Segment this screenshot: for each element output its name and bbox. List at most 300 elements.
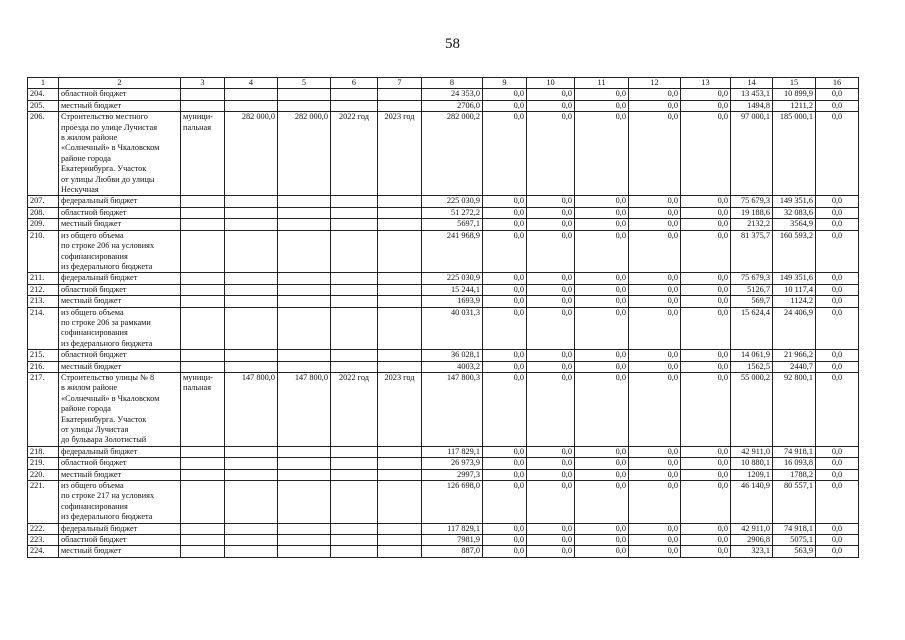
cell-c9: 0,0	[483, 307, 527, 350]
cell-c12: 0,0	[629, 546, 681, 557]
description-line: федеральный бюджет	[61, 523, 138, 533]
cell-c9: 0,0	[483, 284, 527, 295]
cell-c8: 15 244,1	[422, 284, 483, 295]
cell-c6	[331, 446, 378, 457]
table-row	[28, 446, 859, 457]
row-number: 216.	[28, 361, 59, 372]
description-line: от улицы Лучистая	[61, 425, 129, 434]
cell-c15: 21 966,2	[773, 350, 816, 361]
cell-c12: 0,0	[629, 361, 681, 372]
cell-c16: 0,0	[816, 361, 859, 372]
table-row	[28, 112, 859, 196]
cell-c7	[378, 207, 422, 218]
description-line: областной бюджет	[61, 207, 127, 217]
cell-c13: 0,0	[681, 230, 731, 273]
cell-c6	[331, 284, 378, 295]
row-number: 213.	[28, 296, 59, 307]
cell-c9: 0,0	[483, 273, 527, 284]
row-number: 220.	[28, 469, 59, 480]
row-description	[59, 207, 181, 218]
cell-c6	[331, 458, 378, 469]
row-description	[59, 196, 181, 207]
cell-c8: 241 968,9	[422, 230, 483, 273]
description-line: из общего объема	[61, 307, 124, 317]
cell-c6: 2022 год	[331, 112, 378, 196]
cell-c8: 225 030,9	[422, 196, 483, 207]
cell-c16: 0,0	[816, 89, 859, 100]
description-line: «Солнечный» в Чкаловском	[61, 393, 160, 403]
description-line: местный бюджет	[61, 469, 122, 479]
cell-c9: 0,0	[483, 196, 527, 207]
cell-c4	[225, 230, 278, 273]
ownership-type	[181, 112, 225, 196]
table-row	[28, 535, 859, 546]
cell-c9: 0,0	[483, 535, 527, 546]
cell-c7	[378, 230, 422, 273]
cell-c10: 0,0	[527, 112, 575, 196]
description-line: местный бюджет	[61, 546, 122, 556]
description-line: из общего объема	[61, 481, 124, 491]
cell-c15: 80 557,1	[773, 481, 816, 524]
description-line: по строке 206 на условиях	[61, 241, 155, 251]
cell-c11: 0,0	[575, 372, 629, 446]
description-line: из федерального бюджета	[61, 338, 153, 348]
cell-c14: 1494,8	[731, 100, 773, 111]
row-number: 205.	[28, 100, 59, 111]
ownership-type	[181, 284, 225, 295]
cell-c5	[278, 100, 331, 111]
cell-c12: 0,0	[629, 372, 681, 446]
cell-c13: 0,0	[681, 458, 731, 469]
ownership-type	[181, 481, 225, 524]
cell-c14: 97 000,1	[731, 112, 773, 196]
cell-c11: 0,0	[575, 458, 629, 469]
cell-c16: 0,0	[816, 196, 859, 207]
table-row	[28, 546, 859, 557]
row-number: 215.	[28, 350, 59, 361]
row-number: 210.	[28, 230, 59, 273]
cell-c15: 149 351,6	[773, 196, 816, 207]
ownership-type	[181, 230, 225, 273]
cell-c15: 185 000,1	[773, 112, 816, 196]
cell-c5	[278, 458, 331, 469]
row-description	[59, 372, 181, 446]
cell-c8: 2997,3	[422, 469, 483, 480]
cell-c8: 282 000,2	[422, 112, 483, 196]
cell-c8: 7981,9	[422, 535, 483, 546]
description-line: по строке 206 за рамками	[61, 317, 151, 327]
cell-c15: 10 899,9	[773, 89, 816, 100]
cell-c10: 0,0	[527, 361, 575, 372]
cell-c4	[225, 284, 278, 295]
cell-c7	[378, 458, 422, 469]
cell-c8: 126 698,0	[422, 481, 483, 524]
cell-c7	[378, 196, 422, 207]
cell-c10: 0,0	[527, 523, 575, 534]
cell-c13: 0,0	[681, 307, 731, 350]
cell-c15: 160 593,2	[773, 230, 816, 273]
cell-c10: 0,0	[527, 350, 575, 361]
column-header: 6	[331, 78, 378, 89]
cell-c14: 1209,1	[731, 469, 773, 480]
cell-c7	[378, 361, 422, 372]
cell-c12: 0,0	[629, 481, 681, 524]
cell-c16: 0,0	[816, 446, 859, 457]
cell-c4	[225, 446, 278, 457]
cell-c7	[378, 523, 422, 534]
description-line: местный бюджет	[61, 219, 122, 229]
row-number: 212.	[28, 284, 59, 295]
description-line: областной бюджет	[61, 284, 127, 294]
row-description	[59, 284, 181, 295]
cell-c12: 0,0	[629, 219, 681, 230]
cell-c13: 0,0	[681, 372, 731, 446]
cell-c7	[378, 307, 422, 350]
cell-c14: 2906,8	[731, 535, 773, 546]
cell-c11: 0,0	[575, 284, 629, 295]
cell-c9: 0,0	[483, 361, 527, 372]
description-line: областной бюджет	[61, 89, 127, 99]
cell-c4	[225, 89, 278, 100]
row-description	[59, 469, 181, 480]
cell-c14: 15 624,4	[731, 307, 773, 350]
row-description	[59, 296, 181, 307]
cell-c5	[278, 230, 331, 273]
cell-c9: 0,0	[483, 112, 527, 196]
row-description	[59, 481, 181, 524]
cell-c11: 0,0	[575, 112, 629, 196]
cell-c6	[331, 350, 378, 361]
cell-c11: 0,0	[575, 100, 629, 111]
cell-c7	[378, 219, 422, 230]
cell-c6	[331, 230, 378, 273]
cell-c8: 147 800,3	[422, 372, 483, 446]
cell-c9: 0,0	[483, 446, 527, 457]
cell-c14: 42 911,0	[731, 446, 773, 457]
row-number: 219.	[28, 458, 59, 469]
cell-c13: 0,0	[681, 207, 731, 218]
cell-c4	[225, 481, 278, 524]
cell-c12: 0,0	[629, 307, 681, 350]
cell-c16: 0,0	[816, 230, 859, 273]
row-number: 206.	[28, 112, 59, 196]
ownership-type	[181, 372, 225, 446]
table-row	[28, 219, 859, 230]
cell-c12: 0,0	[629, 273, 681, 284]
cell-c7	[378, 481, 422, 524]
cell-c16: 0,0	[816, 112, 859, 196]
cell-c8: 4003,2	[422, 361, 483, 372]
cell-c13: 0,0	[681, 100, 731, 111]
column-header: 10	[527, 78, 575, 89]
cell-c12: 0,0	[629, 207, 681, 218]
cell-c11: 0,0	[575, 523, 629, 534]
cell-c12: 0,0	[629, 350, 681, 361]
cell-c8: 117 829,1	[422, 446, 483, 457]
cell-c8: 1693,9	[422, 296, 483, 307]
cell-c16: 0,0	[816, 372, 859, 446]
cell-c9: 0,0	[483, 350, 527, 361]
cell-c14: 1562,5	[731, 361, 773, 372]
column-header: 16	[816, 78, 859, 89]
ownership-line: пальная	[183, 122, 212, 132]
cell-c7	[378, 535, 422, 546]
cell-c16: 0,0	[816, 523, 859, 534]
cell-c7: 2023 год	[378, 372, 422, 446]
cell-c16: 0,0	[816, 481, 859, 524]
description-line: Екатеринбурга. Участок	[61, 164, 147, 174]
cell-c4: 147 800,0	[225, 372, 278, 446]
table-row	[28, 361, 859, 372]
cell-c7	[378, 296, 422, 307]
row-description	[59, 230, 181, 273]
table-row	[28, 372, 859, 446]
description-line: местный бюджет	[61, 100, 122, 110]
ownership-type	[181, 296, 225, 307]
cell-c10: 0,0	[527, 196, 575, 207]
cell-c15: 3564,9	[773, 219, 816, 230]
table-row	[28, 481, 859, 524]
cell-c8: 40 031,3	[422, 307, 483, 350]
cell-c7	[378, 273, 422, 284]
table-row	[28, 100, 859, 111]
row-number: 223.	[28, 535, 59, 546]
cell-c10: 0,0	[527, 307, 575, 350]
cell-c6	[331, 481, 378, 524]
cell-c16: 0,0	[816, 100, 859, 111]
cell-c6	[331, 89, 378, 100]
description-line: софинансирования	[61, 501, 128, 511]
description-line: Екатеринбурга. Участок	[61, 414, 147, 424]
cell-c4	[225, 100, 278, 111]
cell-c4	[225, 469, 278, 480]
cell-c13: 0,0	[681, 284, 731, 295]
description-line: софинансирования	[61, 328, 128, 338]
cell-c15: 149 351,6	[773, 273, 816, 284]
description-line: из федерального бюджета	[61, 261, 153, 271]
cell-c15: 92 800,1	[773, 372, 816, 446]
cell-c12: 0,0	[629, 446, 681, 457]
ownership-type	[181, 89, 225, 100]
column-header: 11	[575, 78, 629, 89]
cell-c10: 0,0	[527, 100, 575, 111]
column-header: 4	[225, 78, 278, 89]
cell-c12: 0,0	[629, 230, 681, 273]
cell-c9: 0,0	[483, 481, 527, 524]
cell-c5: 282 000,0	[278, 112, 331, 196]
cell-c8: 5697,1	[422, 219, 483, 230]
cell-c14: 10 880,1	[731, 458, 773, 469]
cell-c8: 51 272,2	[422, 207, 483, 218]
description-line: местный бюджет	[61, 361, 122, 371]
table-row	[28, 89, 859, 100]
cell-c6	[331, 469, 378, 480]
cell-c10: 0,0	[527, 230, 575, 273]
cell-c6: 2022 год	[331, 372, 378, 446]
cell-c8: 2706,0	[422, 100, 483, 111]
description-line: Строительство улицы № 8	[61, 372, 155, 382]
description-line: «Солнечный» в Чкаловском	[61, 143, 160, 153]
cell-c5	[278, 307, 331, 350]
ownership-type	[181, 535, 225, 546]
ownership-type	[181, 458, 225, 469]
cell-c12: 0,0	[629, 100, 681, 111]
cell-c9: 0,0	[483, 89, 527, 100]
cell-c15: 1124,2	[773, 296, 816, 307]
cell-c10: 0,0	[527, 207, 575, 218]
description-line: в жилом районе	[61, 383, 118, 393]
cell-c12: 0,0	[629, 89, 681, 100]
cell-c8: 24 353,0	[422, 89, 483, 100]
cell-c14: 75 679,3	[731, 273, 773, 284]
cell-c11: 0,0	[575, 196, 629, 207]
cell-c5	[278, 207, 331, 218]
cell-c16: 0,0	[816, 458, 859, 469]
column-header: 1	[28, 78, 59, 89]
cell-c4	[225, 350, 278, 361]
cell-c14: 55 000,2	[731, 372, 773, 446]
cell-c15: 2440,7	[773, 361, 816, 372]
row-number: 204.	[28, 89, 59, 100]
cell-c15: 74 918,1	[773, 446, 816, 457]
cell-c6	[331, 100, 378, 111]
cell-c14: 5126,7	[731, 284, 773, 295]
column-header: 13	[681, 78, 731, 89]
cell-c16: 0,0	[816, 307, 859, 350]
cell-c12: 0,0	[629, 196, 681, 207]
cell-c13: 0,0	[681, 89, 731, 100]
cell-c11: 0,0	[575, 535, 629, 546]
cell-c11: 0,0	[575, 219, 629, 230]
description-line: местный бюджет	[61, 296, 122, 306]
cell-c5	[278, 350, 331, 361]
cell-c13: 0,0	[681, 296, 731, 307]
cell-c5	[278, 284, 331, 295]
cell-c9: 0,0	[483, 458, 527, 469]
ownership-type	[181, 446, 225, 457]
cell-c13: 0,0	[681, 469, 731, 480]
cell-c8: 887,0	[422, 546, 483, 557]
cell-c6	[331, 207, 378, 218]
cell-c10: 0,0	[527, 446, 575, 457]
cell-c5	[278, 481, 331, 524]
table-body	[28, 78, 859, 558]
cell-c5	[278, 469, 331, 480]
cell-c14: 19 188,6	[731, 207, 773, 218]
row-number: 217.	[28, 372, 59, 446]
cell-c5	[278, 296, 331, 307]
cell-c4: 282 000,0	[225, 112, 278, 196]
row-number: 224.	[28, 546, 59, 557]
cell-c7	[378, 284, 422, 295]
cell-c10: 0,0	[527, 372, 575, 446]
cell-c10: 0,0	[527, 89, 575, 100]
cell-c4	[225, 307, 278, 350]
row-description	[59, 307, 181, 350]
cell-c9: 0,0	[483, 219, 527, 230]
cell-c5	[278, 523, 331, 534]
cell-c14: 2132,2	[731, 219, 773, 230]
ownership-type	[181, 546, 225, 557]
cell-c11: 0,0	[575, 546, 629, 557]
cell-c9: 0,0	[483, 230, 527, 273]
cell-c12: 0,0	[629, 112, 681, 196]
cell-c11: 0,0	[575, 481, 629, 524]
table-row	[28, 523, 859, 534]
table-header-row	[28, 78, 859, 89]
cell-c14: 13 453,1	[731, 89, 773, 100]
cell-c11: 0,0	[575, 446, 629, 457]
description-line: по строке 217 на условиях	[61, 491, 155, 501]
cell-c5	[278, 361, 331, 372]
cell-c14: 42 911,0	[731, 523, 773, 534]
row-description	[59, 446, 181, 457]
cell-c11: 0,0	[575, 230, 629, 273]
description-line: областной бюджет	[61, 458, 127, 468]
budget-table	[27, 77, 859, 558]
cell-c16: 0,0	[816, 535, 859, 546]
column-header: 5	[278, 78, 331, 89]
cell-c14: 323,1	[731, 546, 773, 557]
description-line: федеральный бюджет	[61, 196, 138, 206]
cell-c13: 0,0	[681, 273, 731, 284]
cell-c14: 81 375,7	[731, 230, 773, 273]
cell-c11: 0,0	[575, 207, 629, 218]
cell-c13: 0,0	[681, 196, 731, 207]
cell-c4	[225, 196, 278, 207]
cell-c13: 0,0	[681, 481, 731, 524]
cell-c4	[225, 361, 278, 372]
cell-c10: 0,0	[527, 296, 575, 307]
column-header: 3	[181, 78, 225, 89]
description-line: Строительство местного	[61, 112, 148, 122]
ownership-type	[181, 196, 225, 207]
table-row	[28, 230, 859, 273]
cell-c4	[225, 458, 278, 469]
description-line: из федерального бюджета	[61, 512, 153, 522]
cell-c6	[331, 546, 378, 557]
cell-c7	[378, 100, 422, 111]
cell-c7	[378, 350, 422, 361]
cell-c10: 0,0	[527, 481, 575, 524]
cell-c11: 0,0	[575, 361, 629, 372]
cell-c9: 0,0	[483, 546, 527, 557]
cell-c4	[225, 546, 278, 557]
ownership-type	[181, 273, 225, 284]
table-row	[28, 469, 859, 480]
cell-c6	[331, 361, 378, 372]
cell-c12: 0,0	[629, 523, 681, 534]
cell-c11: 0,0	[575, 307, 629, 350]
description-line: проезда по улице Лучистая	[61, 122, 158, 132]
cell-c11: 0,0	[575, 469, 629, 480]
ownership-line: муници-	[183, 372, 213, 382]
cell-c8: 36 028,1	[422, 350, 483, 361]
cell-c11: 0,0	[575, 296, 629, 307]
cell-c11: 0,0	[575, 89, 629, 100]
cell-c5	[278, 273, 331, 284]
description-line: от улицы Любви до улицы	[61, 174, 155, 184]
cell-c7	[378, 469, 422, 480]
cell-c10: 0,0	[527, 458, 575, 469]
cell-c9: 0,0	[483, 469, 527, 480]
row-number: 211.	[28, 273, 59, 284]
ownership-type	[181, 307, 225, 350]
cell-c13: 0,0	[681, 546, 731, 557]
cell-c6	[331, 273, 378, 284]
description-line: районе города	[61, 404, 111, 414]
cell-c13: 0,0	[681, 361, 731, 372]
